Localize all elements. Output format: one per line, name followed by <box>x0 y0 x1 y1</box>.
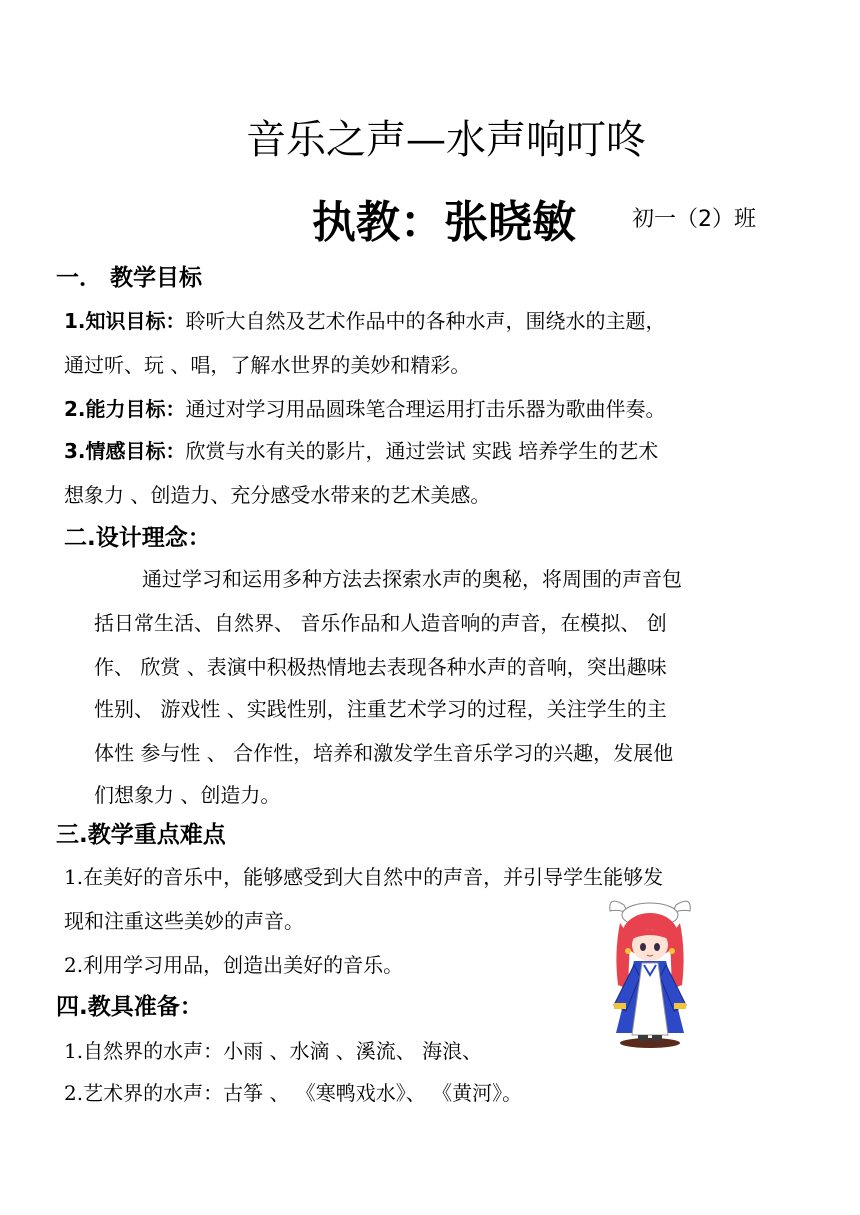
goal-emotion <box>64 435 658 464</box>
concept-line: 们想象力 、创造力。 <box>94 783 281 807</box>
keypoint-line: 现和注重这些美妙的声音。 <box>64 909 304 933</box>
concept-line: 体性 参与性 、 合作性，培养和激发学生音乐学习的兴趣，发展他 <box>94 741 674 765</box>
page-title: 音乐之声—水声响叮咚 <box>246 117 646 163</box>
concept-line: 括日常生活、自然界、 音乐作品和人造音响的声音，在模拟、 创 <box>94 611 667 635</box>
concept-line: 通过学习和运用多种方法去探索水声的奥秘，将周围的声音包 <box>142 567 682 591</box>
goal-knowledge-text: 聆听大自然及艺术作品中的各种水声，围绕水的主题， <box>185 309 666 333</box>
concept-line: 性别、 游戏性 、实践性别，注重艺术学习的过程，关注学生的主 <box>94 697 667 721</box>
anime-character-illustration <box>604 893 696 1053</box>
section2-heading: 二.设计理念： <box>64 525 211 551</box>
goal-emotion-label: 3.情感目标： <box>64 439 186 463</box>
keypoint-line: 2.利用学习用品，创造出美好的音乐。 <box>64 953 404 977</box>
materials-line: 2.艺术界的水声：古筝 、 《寒鸭戏水》、 《黄河》。 <box>64 1081 523 1105</box>
teacher-name: 执教：张晓敏 <box>312 197 576 248</box>
materials-line: 1.自然界的水声：小雨 、水滴 、溪流、 海浪、 <box>64 1039 483 1063</box>
goal-knowledge-label: 1.知识目标： <box>64 309 186 333</box>
class-label: 初一（2）班 <box>632 207 756 232</box>
goal-ability <box>64 393 666 422</box>
keypoint-line: 1.在美好的音乐中，能够感受到大自然中的声音，并引导学生能够发 <box>64 865 664 889</box>
section4-heading: 四.教具准备： <box>56 994 203 1020</box>
concept-line: 作、 欣赏 、表演中积极热情地去表现各种水声的音响，突出趣味 <box>94 655 667 679</box>
goal-emotion-text: 欣赏与水有关的影片，通过尝试 实践 培养学生的艺术 <box>185 439 659 463</box>
section1-heading: 一． 教学目标 <box>56 265 203 291</box>
goal-knowledge <box>64 305 666 334</box>
goal-emotion-cont: 想象力 、创造力、充分感受水带来的艺术美感。 <box>64 483 491 507</box>
section3-heading: 三.教学重点难点 <box>56 822 226 848</box>
goal-ability-text: 通过对学习用品圆珠笔合理运用打击乐器为歌曲伴奏。 <box>185 397 666 421</box>
goal-knowledge-cont: 通过听、玩 、唱，了解水世界的美妙和精彩。 <box>64 353 471 377</box>
goal-ability-label: 2.能力目标： <box>64 397 186 421</box>
